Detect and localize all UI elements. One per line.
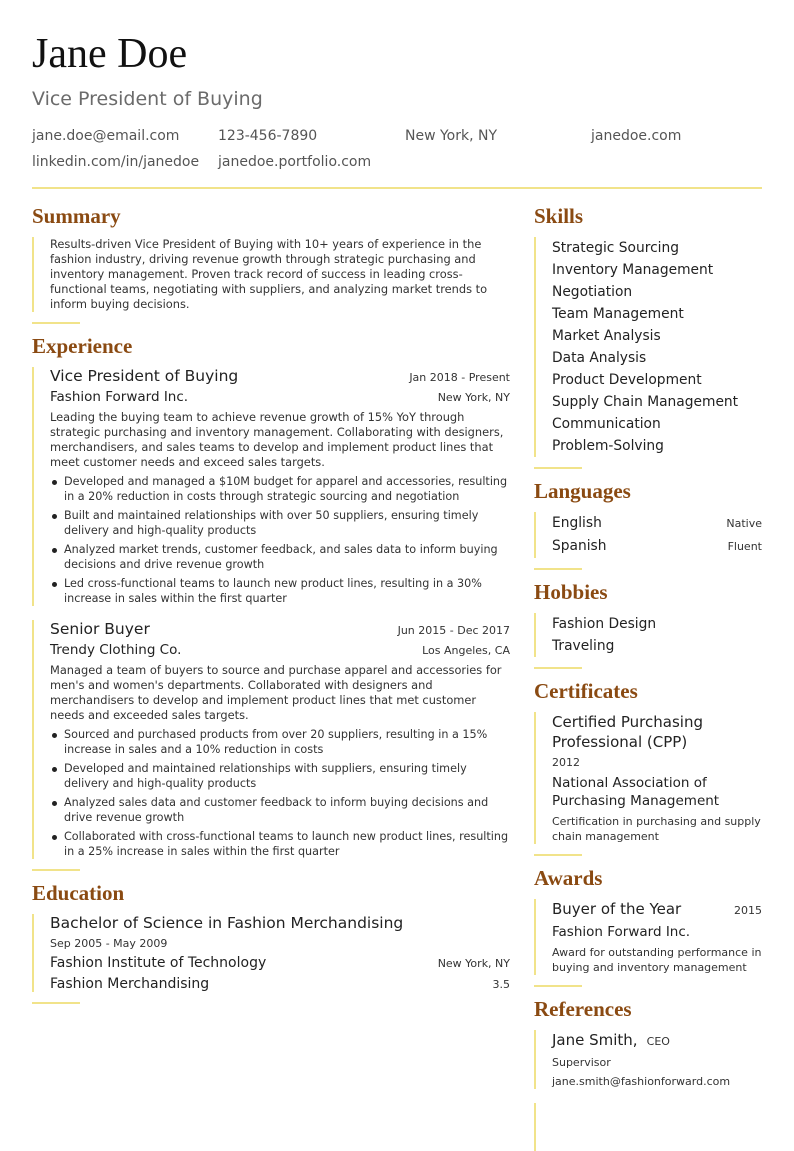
awards-heading: Awards	[534, 866, 603, 890]
education-heading: Education	[32, 881, 125, 905]
hobbies-heading: Hobbies	[534, 580, 608, 604]
contact-email[interactable]: jane.doe@email.com	[32, 128, 180, 144]
experience-item	[32, 367, 510, 606]
section-underline	[534, 854, 582, 856]
section-underline	[534, 985, 582, 987]
reference-email[interactable]: jane.smith@fashionforward.com	[552, 1075, 731, 1088]
job-bullet: Led cross-functional teams to launch new product lines, resulting in a 30% increase in sales within the first quarter	[50, 576, 510, 606]
section-underline	[534, 667, 582, 669]
certificates-heading: Certificates	[534, 679, 638, 703]
job-company: Fashion Forward Inc.	[50, 389, 189, 405]
language-name: English	[552, 515, 602, 531]
summary-heading: Summary	[32, 204, 121, 228]
summary-text: Results-driven Vice President of Buying with 10+ years of experience in the fashion industry, driving revenue growth through strategic purchasing and inventory management. Proven track record of success in leading cross-functional teams, negotiating with suppliers, and analyzing market trends to inform buying decisions.	[50, 237, 488, 311]
award-organization: Fashion Forward Inc.	[552, 924, 691, 940]
award-item	[534, 899, 762, 975]
reference-item	[534, 1030, 762, 1089]
job-dates: Jun 2015 - Dec 2017	[397, 624, 510, 637]
education-location: New York, NY	[437, 957, 510, 970]
skill-item: Product Development	[552, 372, 702, 388]
contact-website[interactable]: janedoe.com	[591, 128, 682, 144]
language-item	[552, 535, 762, 558]
job-description: Leading the buying team to achieve revenue growth of 15% YoY through strategic purchasing and inventory management. Collaborating with designers, merchandisers, and sales teams to develop and implement product lines that meet customer needs and exceed sales targets.	[50, 410, 504, 469]
section-underline	[534, 568, 582, 570]
language-name: Spanish	[552, 538, 607, 554]
job-bullet: Analyzed market trends, customer feedback, and sales data to inform buying decisions and drive revenue growth	[50, 542, 510, 572]
experience-heading: Experience	[32, 334, 133, 358]
reference-relation: Supervisor	[552, 1056, 611, 1069]
reference-role: CEO	[646, 1035, 670, 1048]
skill-item: Team Management	[552, 306, 684, 322]
skill-item: Problem-Solving	[552, 438, 664, 454]
languages-list	[534, 512, 762, 558]
header-divider	[32, 187, 762, 189]
section-underline	[32, 322, 80, 324]
skill-item: Data Analysis	[552, 350, 647, 366]
skill-item: Negotiation	[552, 284, 633, 300]
job-bullets	[50, 474, 510, 606]
reference-spacer	[534, 1103, 762, 1151]
contact-linkedin[interactable]: linkedin.com/in/janedoe	[32, 154, 200, 170]
reference-name: Jane Smith,	[552, 1031, 638, 1049]
job-company: Trendy Clothing Co.	[50, 642, 182, 658]
job-bullets	[50, 727, 510, 859]
skill-item: Inventory Management	[552, 262, 714, 278]
section-underline	[32, 1002, 80, 1004]
award-year: 2015	[734, 904, 762, 917]
education-degree: Bachelor of Science in Fashion Merchandising	[50, 914, 404, 932]
skill-item: Market Analysis	[552, 328, 661, 344]
job-bullet: Built and maintained relationships with over 50 suppliers, ensuring timely delivery and high-quality products	[50, 508, 510, 538]
language-level: Fluent	[727, 540, 762, 553]
education-item	[32, 914, 510, 992]
skill-item: Communication	[552, 416, 661, 432]
education-field: Fashion Merchandising	[50, 976, 210, 992]
education-dates: Sep 2005 - May 2009	[50, 937, 168, 950]
job-dates: Jan 2018 - Present	[409, 371, 510, 384]
references-heading: References	[534, 997, 632, 1021]
job-bullet: Analyzed sales data and customer feedback to inform buying decisions and drive revenue growth	[50, 795, 510, 825]
section-underline	[534, 467, 582, 469]
experience-item	[32, 620, 510, 859]
hobbies-list	[534, 613, 762, 657]
certificate-description: Certification in purchasing and supply chain management	[552, 815, 761, 843]
certificate-item	[534, 712, 762, 844]
job-bullet: Sourced and purchased products from over 20 suppliers, resulting in a 15% increase in sales and a 10% reduction in costs	[50, 727, 510, 757]
job-role: Vice President of Buying	[50, 367, 239, 385]
language-level: Native	[726, 517, 762, 530]
hobby-item: Traveling	[552, 638, 615, 654]
job-role: Senior Buyer	[50, 620, 150, 638]
hobby-item: Fashion Design	[552, 616, 657, 632]
contact-location: New York, NY	[405, 128, 498, 144]
main-column	[32, 204, 510, 1014]
certificate-year: 2012	[552, 756, 580, 769]
job-bullet: Developed and maintained relationships with suppliers, ensuring timely delivery and high-quality products	[50, 761, 510, 791]
section-underline	[32, 869, 80, 871]
job-bullet: Developed and managed a $10M budget for apparel and accessories, resulting in a 20% reduction in costs through strategic sourcing and negotiation	[50, 474, 510, 504]
sidebar-column	[534, 204, 762, 1151]
skill-item: Strategic Sourcing	[552, 240, 679, 256]
job-location: New York, NY	[437, 391, 510, 404]
certificate-name: Certified Purchasing Professional (CPP)	[552, 713, 703, 751]
skills-heading: Skills	[534, 204, 584, 228]
skills-list	[534, 237, 762, 457]
contact-portfolio[interactable]: janedoe.portfolio.com	[218, 154, 372, 170]
languages-heading: Languages	[534, 479, 631, 503]
contact-phone[interactable]: 123-456-7890	[218, 128, 318, 144]
education-gpa: 3.5	[492, 978, 510, 991]
language-item	[552, 512, 762, 535]
job-bullet: Collaborated with cross-functional teams to launch new product lines, resulting in a 25% increase in sales within the first quarter	[50, 829, 510, 859]
summary-block	[32, 237, 510, 312]
candidate-name: Jane Doe	[32, 31, 188, 77]
education-school: Fashion Institute of Technology	[50, 955, 267, 971]
certificate-issuer: National Association of Purchasing Management	[552, 775, 720, 809]
job-description: Managed a team of buyers to source and purchase apparel and accessories for men's and women's departments. Collaborated with designers and merchandisers to develop and implement product lines that met customer needs and exceeded sales targets.	[50, 663, 502, 722]
candidate-title: Vice President of Buying	[32, 88, 263, 110]
award-name: Buyer of the Year	[552, 900, 682, 918]
skill-item: Supply Chain Management	[552, 394, 739, 410]
job-location: Los Angeles, CA	[422, 644, 510, 657]
award-description: Award for outstanding performance in buying and inventory management	[552, 946, 762, 974]
